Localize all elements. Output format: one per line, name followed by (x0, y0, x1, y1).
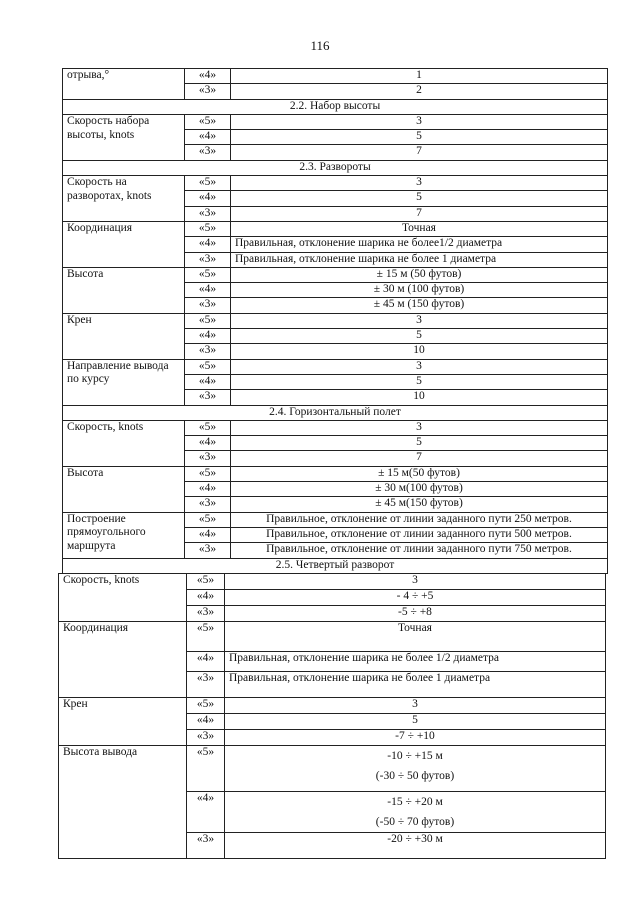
criterion-cell: Скорость на разворотах, knots (63, 176, 185, 222)
value-cell: Правильное, отклонение от линии заданного пути 500 метров. (231, 527, 608, 542)
section-header-row (63, 405, 608, 420)
grade-cell: «3» (187, 672, 225, 698)
value-line: (-30 ÷ 50 футов) (375, 770, 455, 782)
value-cell: 3 (231, 313, 608, 328)
page-number: 116 (310, 38, 330, 53)
grade-cell: «4» (185, 130, 231, 145)
value-cell: 10 (231, 390, 608, 405)
grade-cell: «5» (185, 221, 231, 236)
table-row (63, 313, 608, 328)
grade-cell: «3» (185, 390, 231, 405)
grade-cell: «4» (185, 237, 231, 252)
section-header-row (63, 558, 608, 573)
criterion-cell: Построение прямоугольного маршрута (63, 512, 185, 558)
criterion-cell: Скорость, knots (59, 574, 187, 622)
grade-cell: «4» (185, 374, 231, 389)
value-cell: -5 ÷ +8 (225, 606, 606, 622)
value-cell: - 4 ÷ +5 (225, 590, 606, 606)
value-cell: -20 ÷ +30 м (225, 833, 606, 859)
grade-cell: «3» (185, 497, 231, 512)
grade-cell: «4» (185, 527, 231, 542)
grade-cell: «5» (185, 313, 231, 328)
value-cell: Правильная, отклонение шарика не более 1 диаметра (231, 252, 608, 267)
grade-cell: «4» (187, 714, 225, 730)
value-cell: 7 (231, 451, 608, 466)
criterion-cell: Скорость набора высоты, knots (63, 114, 185, 160)
criterion-cell: Крен (63, 313, 185, 359)
table-row (59, 746, 606, 792)
section-title: 2.4. Горизонтальный полет (63, 405, 608, 420)
grade-cell: «4» (185, 329, 231, 344)
grade-cell: «4» (185, 191, 231, 206)
grade-cell: «5» (185, 512, 231, 527)
criterion-cell: Высота вывода (59, 746, 187, 859)
value-cell (225, 792, 606, 833)
section-title: 2.5. Четвертый разворот (63, 558, 608, 573)
grade-cell: «4» (187, 652, 225, 672)
grade-cell: «5» (187, 746, 225, 792)
table-row (59, 622, 606, 652)
value-cell: Правильное, отклонение от линии заданного пути 750 метров. (231, 543, 608, 558)
value-cell: ± 45 м (150 футов) (231, 298, 608, 313)
grading-table-upper (62, 68, 608, 574)
grade-cell: «3» (187, 833, 225, 859)
section-title: 2.3. Развороты (63, 160, 608, 175)
grade-cell: «3» (185, 543, 231, 558)
grade-cell: «3» (187, 606, 225, 622)
table-row (63, 176, 608, 191)
grade-cell: «5» (185, 176, 231, 191)
criterion-cell: Высота (63, 267, 185, 313)
table-row (63, 466, 608, 481)
value-cell: 5 (231, 191, 608, 206)
value-cell: 5 (231, 329, 608, 344)
value-cell: 5 (225, 714, 606, 730)
criterion-cell: Координация (63, 221, 185, 267)
criterion-cell: Крен (59, 698, 187, 746)
value-cell: 5 (231, 130, 608, 145)
grade-cell: «4» (187, 792, 225, 833)
value-cell: 7 (231, 145, 608, 160)
value-cell: 3 (231, 359, 608, 374)
value-cell: ± 30 м (100 футов) (231, 283, 608, 298)
grade-cell: «5» (185, 466, 231, 481)
value-cell: 3 (225, 698, 606, 714)
grade-cell: «4» (185, 482, 231, 497)
value-cell: 3 (231, 114, 608, 129)
table-row (63, 512, 608, 527)
value-cell: Правильная, отклонение шарика не более1/2 диаметра (231, 237, 608, 252)
criterion-cell: Высота (63, 466, 185, 512)
grade-cell: «4» (185, 436, 231, 451)
grade-cell: «3» (185, 252, 231, 267)
value-cell: 3 (225, 574, 606, 590)
value-line: -15 ÷ +20 м (387, 796, 443, 808)
value-cell: ± 30 м(100 футов) (231, 482, 608, 497)
grade-cell: «5» (185, 114, 231, 129)
table-row (63, 359, 608, 374)
table-row (63, 267, 608, 282)
grade-cell: «5» (185, 420, 231, 435)
grade-cell: «5» (187, 622, 225, 652)
grade-cell: «4» (187, 590, 225, 606)
grade-cell: «5» (187, 574, 225, 590)
value-line: (-50 ÷ 70 футов) (375, 816, 455, 828)
value-cell: Точная (225, 622, 606, 652)
table-row (63, 114, 608, 129)
section-title: 2.2. Набор высоты (63, 99, 608, 114)
value-cell: 3 (231, 420, 608, 435)
value-cell: 5 (231, 374, 608, 389)
section-header-row (63, 160, 608, 175)
grade-cell: «3» (185, 206, 231, 221)
table-row (59, 698, 606, 714)
table-row (63, 221, 608, 236)
table-row (63, 420, 608, 435)
value-cell: ± 15 м (50 футов) (231, 267, 608, 282)
value-cell: Правильное, отклонение от линии заданного пути 250 метров. (231, 512, 608, 527)
grade-cell: «5» (187, 698, 225, 714)
value-cell: Правильная, отклонение шарика не более 1 диаметра (225, 672, 606, 698)
grade-cell: «4» (185, 283, 231, 298)
value-cell: Точная (231, 221, 608, 236)
value-cell: ± 45 м(150 футов) (231, 497, 608, 512)
value-cell: Правильная, отклонение шарика не более 1/2 диаметра (225, 652, 606, 672)
value-cell: 1 (231, 69, 608, 84)
value-line: -10 ÷ +15 м (387, 750, 443, 762)
table-row (59, 574, 606, 590)
criterion-cell: Направление вывода по курсу (63, 359, 185, 405)
grade-cell: «4» (185, 69, 231, 84)
criterion-cell: Координация (59, 622, 187, 698)
value-cell: 7 (231, 206, 608, 221)
value-cell: 5 (231, 436, 608, 451)
section-header-row (63, 99, 608, 114)
grade-cell: «3» (185, 145, 231, 160)
grade-cell: «5» (185, 267, 231, 282)
value-cell: ± 15 м(50 футов) (231, 466, 608, 481)
grade-cell: «3» (185, 298, 231, 313)
grade-cell: «3» (187, 730, 225, 746)
value-cell: -7 ÷ +10 (225, 730, 606, 746)
grade-cell: «5» (185, 359, 231, 374)
value-cell: 10 (231, 344, 608, 359)
grade-cell: «3» (185, 451, 231, 466)
grading-table-lower (58, 573, 606, 859)
grade-cell: «3» (185, 344, 231, 359)
table-row (63, 69, 608, 84)
value-cell: 3 (231, 176, 608, 191)
value-cell: 2 (231, 84, 608, 99)
criterion-cell: Скорость, knots (63, 420, 185, 466)
grade-cell: «3» (185, 84, 231, 99)
criterion-cell: отрыва,° (63, 69, 185, 100)
value-cell (225, 746, 606, 792)
